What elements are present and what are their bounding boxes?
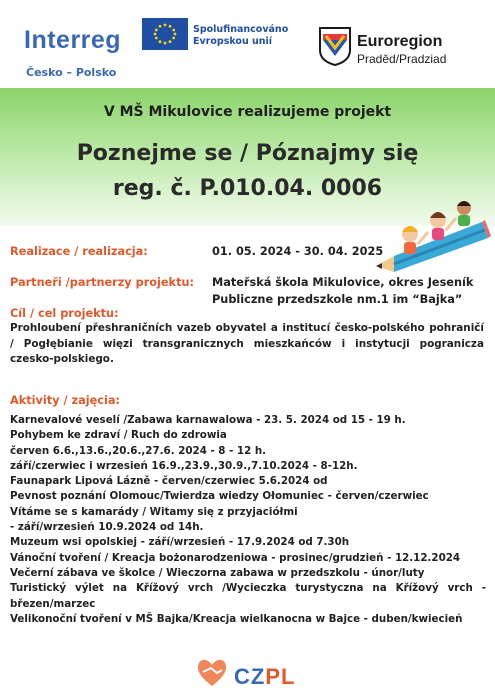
partner-2: Publiczne przedszkole nm.1 im “Bajka”	[212, 293, 463, 306]
activity-item: Turistický výlet na Křížový vrch /Wycieczka turystyczna na Křížový vrch - březen/marzec	[10, 582, 486, 610]
eu-line-2: Evropskou unií	[193, 36, 273, 47]
czpl-logo-text	[234, 664, 295, 689]
activity-item: Pohybem ke zdraví / Ruch do zdrowia	[10, 429, 227, 442]
czpl-logo	[234, 664, 295, 690]
activity-item: Vítáme se s kamarády / Witamy się z przyjaciółmi	[10, 505, 298, 518]
program-region: Česko – Polsko	[26, 66, 117, 79]
activities-label: Aktivity / zajęcia:	[10, 394, 120, 407]
activity-item: Vánoční tvoření / Kreacja bożonarodzeniowa - prosinec/grudzień - 12.12.2024	[10, 551, 461, 564]
activity-item: Karnevalové veselí /Zabawa karnawalowa - 23. 5. 2024 od 15 - 19 h.	[10, 414, 406, 426]
goal-label: Cíl / cel projektu:	[10, 307, 119, 320]
activity-item: Pevnost poznání Olomouc/Twierdza wiedzy Ołomuniec - červen/czerwiec	[10, 490, 429, 503]
eu-line-1: Spolufinancováno	[193, 24, 289, 35]
partners-label: Partneři /partnerzy projektu:	[10, 276, 195, 289]
project-title: Poznejme se / Póznajmy się	[76, 141, 419, 166]
handshake-heart-icon	[195, 656, 229, 688]
interreg-logo: Interreg	[24, 26, 122, 54]
header	[0, 0, 495, 90]
euroregion-shield-icon	[318, 26, 352, 66]
kids-on-pencil-illustration	[372, 192, 492, 274]
banner-intro: V MŠ Mikulovice realizujeme projekt	[103, 104, 392, 120]
partner-1: Mateřská škola Mikulovice, okres Jeseník	[212, 276, 474, 289]
activity-item: Večerní zábava ve školce / Wieczorna zabawa w przedszkolu - únor/luty	[10, 566, 425, 579]
activity-item: září/czerwiec i wrzesień 16.9.,23.9.,30.9.,7.10.2024 - 8-12h.	[10, 459, 358, 472]
realization-label: Realizace / realizacja:	[10, 245, 148, 258]
registration-number: reg. č. P.010.04. 0006	[112, 176, 383, 201]
eu-flag-icon	[142, 18, 188, 50]
euroregion-subtitle: Praděd/Pradziad	[357, 52, 447, 66]
activity-item: - září/wrzesień 10.9.2024 od 14h.	[10, 521, 204, 534]
goal-text: Prohloubení přeshraničních vazeb obyvatel a institucí česko-polského pohraničí / Pogłębianie więzi transgranicznych mieszkańców i instytucji pogranicza czesko-polskiego.	[10, 322, 484, 365]
czpl-logo-cz: CZ	[234, 664, 266, 689]
euroregion-title: Euroregion	[357, 33, 443, 50]
activity-item: Muzeum wsi opolskiej - září/wrzesień - 17.9.2024 od 7.30h	[10, 536, 350, 549]
realization-value: 01. 05. 2024 - 30. 04. 2025	[212, 245, 384, 258]
activity-item: červen 6.6.,13.6.,20.6.,27.6. 2024 - 8 - 12 h.	[10, 444, 267, 457]
activity-item: Velikonoční tvoření v MŠ Bajka/Kreacja wielkanocna w Bajce - duben/kwiecień	[10, 612, 463, 625]
activities-list	[10, 413, 486, 627]
czpl-logo-pl: PL	[265, 664, 296, 689]
eu-cofinancing-text	[193, 24, 288, 48]
activity-item: Faunapark Lipová Lázně - červen/czerwiec 5.6.2024 od	[10, 475, 328, 488]
